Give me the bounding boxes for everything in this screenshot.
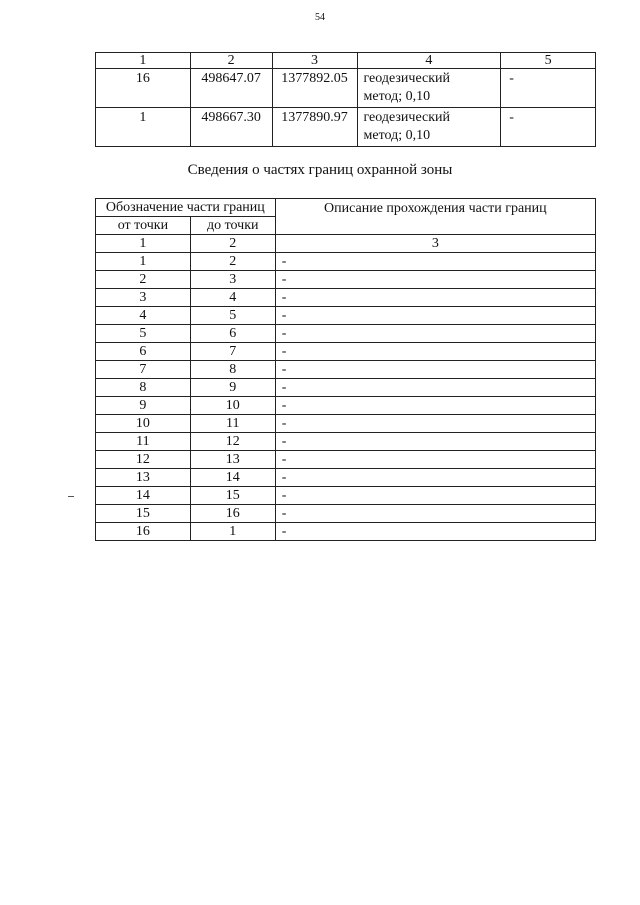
to-point: 13 — [190, 451, 275, 469]
to-point: 15 — [190, 487, 275, 505]
point-id: 1 — [96, 108, 191, 147]
to-point: 7 — [190, 343, 275, 361]
coordinates-table — [95, 52, 596, 147]
part-description: - — [275, 307, 595, 325]
table-row — [96, 451, 596, 469]
method-line: метод; 0,10 — [363, 89, 431, 104]
from-point: 8 — [96, 379, 191, 397]
column-number: 2 — [190, 53, 272, 69]
column-number: 3 — [275, 235, 595, 253]
coordinate-x: 498667.30 — [190, 108, 272, 147]
coordinate-y: 1377892.05 — [272, 69, 357, 108]
part-description: - — [275, 397, 595, 415]
coordinate-y: 1377890.97 — [272, 108, 357, 147]
point-note: - — [501, 69, 596, 108]
table-row — [96, 433, 596, 451]
header-part-designation: Обозначение части границ — [96, 199, 276, 217]
from-point: 14 — [96, 487, 191, 505]
from-point: 6 — [96, 343, 191, 361]
to-point: 2 — [190, 253, 275, 271]
table-row — [96, 289, 596, 307]
column-number: 2 — [190, 235, 275, 253]
from-point: 5 — [96, 325, 191, 343]
parts-numbering-row — [96, 235, 596, 253]
from-point: 12 — [96, 451, 191, 469]
method-line: геодезический — [363, 71, 451, 86]
table-row — [96, 397, 596, 415]
part-description: - — [275, 361, 595, 379]
part-description: - — [275, 325, 595, 343]
column-number: 3 — [272, 53, 357, 69]
header-from-point: от точки — [96, 217, 191, 235]
part-description: - — [275, 271, 595, 289]
table-row — [96, 523, 596, 541]
from-point: 16 — [96, 523, 191, 541]
to-point: 1 — [190, 523, 275, 541]
coordinate-x: 498647.07 — [190, 69, 272, 108]
to-point: 10 — [190, 397, 275, 415]
table-row — [96, 271, 596, 289]
from-point: 7 — [96, 361, 191, 379]
from-point: 15 — [96, 505, 191, 523]
table-row — [96, 415, 596, 433]
from-point: 1 — [96, 253, 191, 271]
column-number: 5 — [501, 53, 596, 69]
header-description: Описание прохождения части границ — [275, 199, 595, 235]
from-point: 11 — [96, 433, 191, 451]
part-description: - — [275, 487, 595, 505]
part-description: - — [275, 451, 595, 469]
point-note: - — [501, 108, 596, 147]
to-point: 6 — [190, 325, 275, 343]
method-line: геодезический — [363, 110, 451, 125]
table-row — [96, 253, 596, 271]
table-row — [96, 505, 596, 523]
from-point: 9 — [96, 397, 191, 415]
table-row — [96, 325, 596, 343]
to-point: 16 — [190, 505, 275, 523]
header-to-point: до точки — [190, 217, 275, 235]
to-point: 14 — [190, 469, 275, 487]
to-point: 11 — [190, 415, 275, 433]
part-description: - — [275, 433, 595, 451]
from-point: 2 — [96, 271, 191, 289]
table-row — [96, 487, 596, 505]
column-number: 1 — [96, 53, 191, 69]
part-description: - — [275, 379, 595, 397]
table-row — [96, 307, 596, 325]
part-description: - — [275, 415, 595, 433]
point-id: 16 — [96, 69, 191, 108]
part-description: - — [275, 343, 595, 361]
method-accuracy — [357, 108, 501, 147]
to-point: 9 — [190, 379, 275, 397]
method-accuracy — [357, 69, 501, 108]
part-description: - — [275, 523, 595, 541]
page-number: 54 — [315, 12, 325, 23]
section-title: Сведения о частях границ охранной зоны — [187, 162, 453, 178]
to-point: 5 — [190, 307, 275, 325]
table-row — [96, 361, 596, 379]
from-point: 10 — [96, 415, 191, 433]
table-row — [96, 108, 596, 147]
table-row — [96, 69, 596, 108]
parts-table-body — [96, 253, 596, 541]
column-number: 4 — [357, 53, 501, 69]
from-point: 13 — [96, 469, 191, 487]
column-number: 1 — [96, 235, 191, 253]
table-row — [96, 379, 596, 397]
scan-mark — [68, 496, 74, 497]
to-point: 4 — [190, 289, 275, 307]
table-row — [96, 469, 596, 487]
to-point: 3 — [190, 271, 275, 289]
parts-header-row — [96, 199, 596, 217]
to-point: 8 — [190, 361, 275, 379]
to-point: 12 — [190, 433, 275, 451]
part-description: - — [275, 505, 595, 523]
from-point: 4 — [96, 307, 191, 325]
from-point: 3 — [96, 289, 191, 307]
part-description: - — [275, 469, 595, 487]
part-description: - — [275, 253, 595, 271]
part-description: - — [275, 289, 595, 307]
table-row — [96, 343, 596, 361]
method-line: метод; 0,10 — [363, 128, 431, 143]
coordinates-header-row — [96, 53, 596, 69]
boundary-parts-table — [95, 198, 596, 541]
